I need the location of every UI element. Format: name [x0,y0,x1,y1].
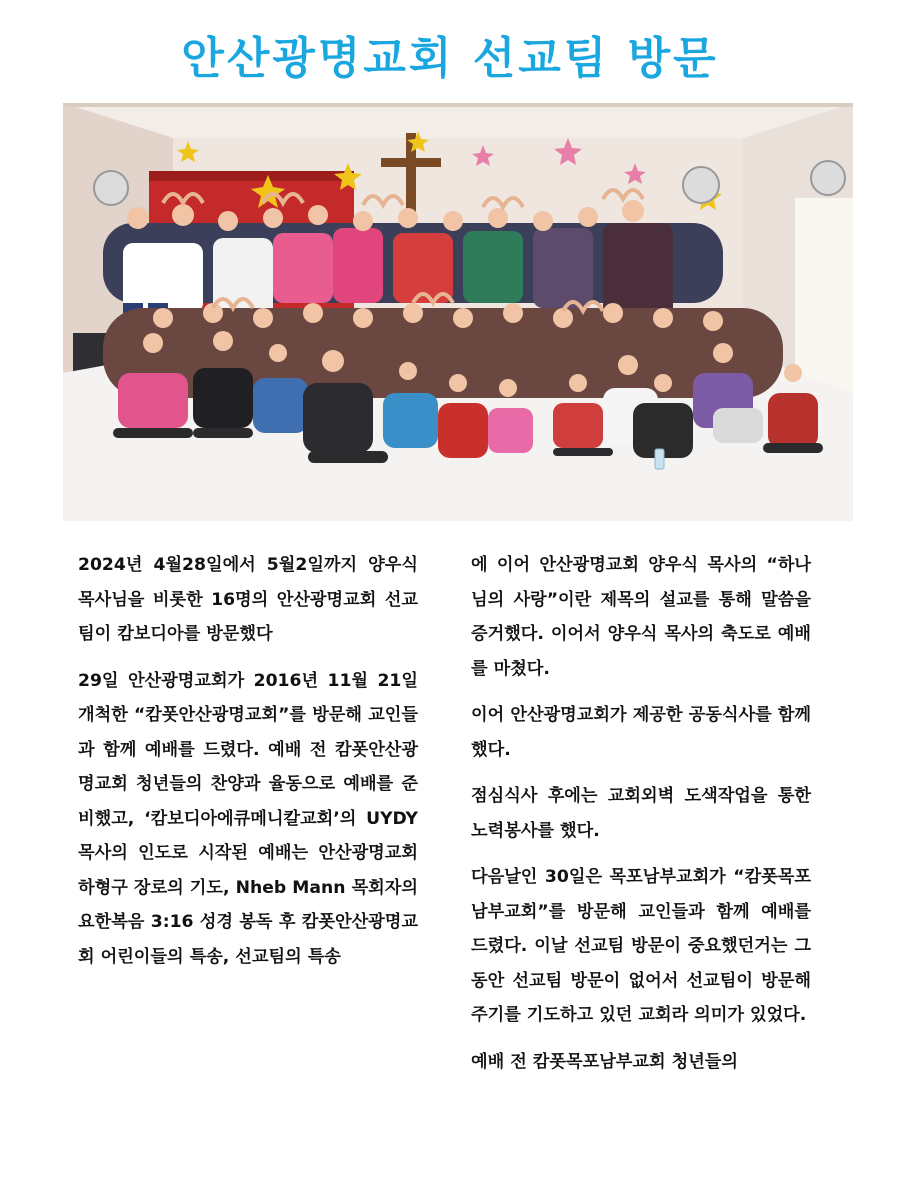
paragraph: 29일 안산광명교회가 2016년 11월 21일 개척한 “캄폿안산광명교회”를 방문해 교인들과 함께 예배를 드렸다. 예배 전 캄폿안산광명교회 청년들의 찬양과 율동으로 예배를 준비했고, ‘캄보디아에큐메니칼교회’의 UYDY목사의 인도로 시작된 예배는 안산광명교회 하형구 장로의 기도, Nheb Mann 목회자의 요한복음 3:16 성경 봉독 후 캄폿안산광명교회 어린이들의 특송, 선교팀의 특송 [78,670,418,967]
article-column-right [471,548,811,1091]
group-photo [63,103,853,521]
paragraph: 2024년 4월28일에서 5월2일까지 양우식 목사님을 비롯한 16명의 안산광명교회 선교팀이 캄보디아를 방문했다 [78,555,418,644]
paragraph: 점심식사 후에는 교회외벽 도색작업을 통한 노력봉사를 했다. [471,786,811,841]
article-column-left [78,548,418,986]
paragraph: 이어 안산광명교회가 제공한 공동식사를 함께 했다. [471,705,811,760]
article-title: 안산광명교회 선교팀 방문 [181,33,719,84]
paragraph: 예배 전 캄폿목포남부교회 청년들의 [471,1051,738,1072]
paragraph: 다음날인 30일은 목포남부교회가 “캄폿목포남부교회”를 방문해 교인들과 함께 예배를 드렸다. 이날 선교팀 방문이 중요했던거는 그동안 선교팀 방문이 없어서 선교팀이 방문해주기를 기도하고 있던 교회라 의미가 있었다. [471,867,811,1025]
water-bottle-icon [655,449,664,469]
paragraph: 에 이어 안산광명교회 양우식 목사의 “하나님의 사랑”이란 제목의 설교를 통해 말씀을 증거했다. 이어서 양우식 목사의 축도로 예배를 마쳤다. [471,555,811,679]
